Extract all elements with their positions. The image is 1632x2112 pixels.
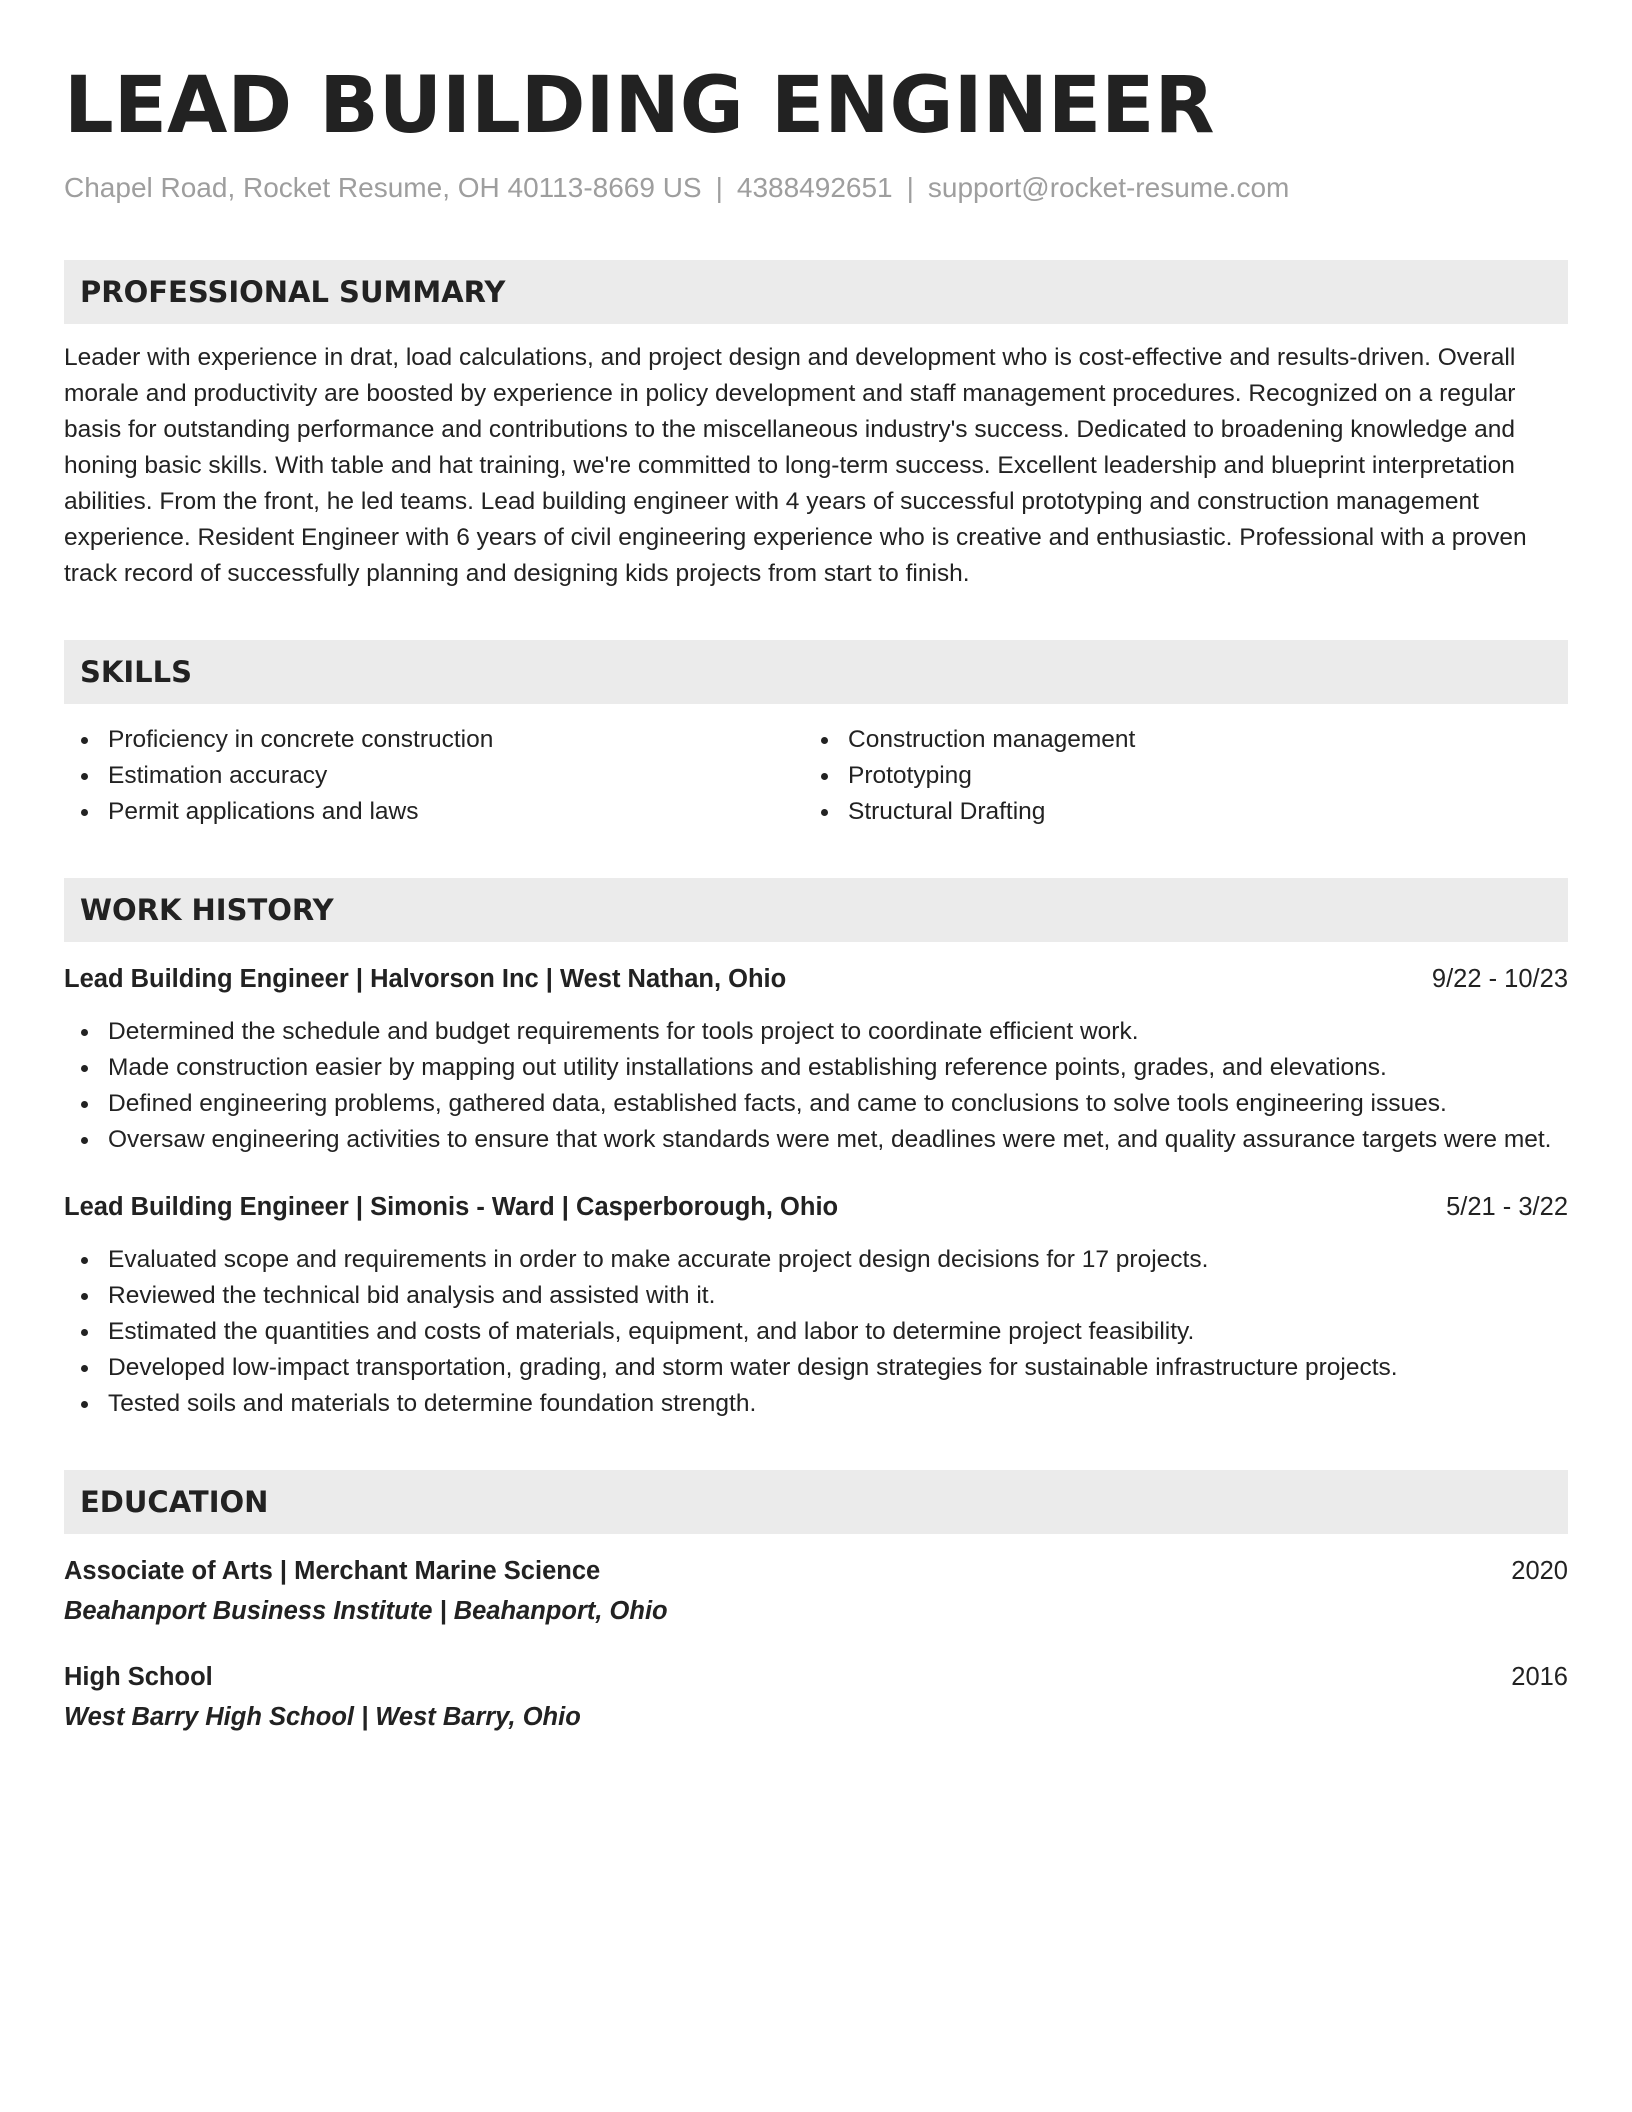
job-bullet: Made construction easier by mapping out utility installations and establishing reference points, grades, and elevations. [64,1050,1568,1086]
job-bullets [64,1014,1568,1158]
contact-separator: | [906,172,914,203]
job-bullet: Tested soils and materials to determine foundation strength. [64,1386,1568,1422]
job-header [64,1188,1568,1226]
job-title: Lead Building Engineer | Halvorson Inc | West Nathan, Ohio [64,965,787,993]
job-entry [64,960,1568,1158]
education-entry [64,1552,1568,1630]
education-degree: High School [64,1663,213,1691]
job-bullet: Estimated the quantities and costs of materials, equipment, and labor to determine project feasibility. [64,1314,1568,1350]
job-bullets [64,1242,1568,1422]
summary-text: Leader with experience in drat, load calculations, and project design and development who is cost-effective and results-driven. Overall morale and productivity are boosted by experience in policy development and staff management procedures. Recognized on a regular basis for outstanding performance and contributions to the miscellaneous industry's success. Dedicated to broadening knowledge and honing basic skills. With table and hat training, we're committed to long-term success. Excellent leadership and blueprint interpretation abilities. From the front, he led teams. Lead building engineer with 4 years of successful prototyping and construction management experience. Resident Engineer with 6 years of civil engineering experience who is creative and enthusiastic. Professional with a proven track record of successfully planning and designing kids projects from start to finish. [64,344,1527,587]
section-heading-skills: SKILLS [64,640,1568,704]
skills-list [64,722,1568,830]
skill-item: Structural Drafting [804,794,1544,830]
job-entry [64,1188,1568,1422]
job-bullet: Developed low-impact transportation, grading, and storm water design strategies for sustainable infrastructure projects. [64,1350,1568,1386]
contact-address: Chapel Road, Rocket Resume, OH 40113-8669 US [64,172,702,203]
job-bullet: Defined engineering problems, gathered data, established facts, and came to conclusions to solve tools engineering issues. [64,1086,1568,1122]
skill-item: Construction management [804,722,1544,758]
education-school: West Barry High School | West Barry, Ohio [64,1703,581,1731]
education-degree: Associate of Arts | Merchant Marine Science [64,1557,601,1585]
skill-item: Proficiency in concrete construction [64,722,804,758]
education-header [64,1552,1568,1590]
education-year: 2020 [1511,1557,1568,1585]
section-heading-summary: PROFESSIONAL SUMMARY [64,260,1568,324]
section-heading-work-history: WORK HISTORY [64,878,1568,942]
skill-item: Prototyping [804,758,1544,794]
job-title: Lead Building Engineer | Simonis - Ward | Casperborough, Ohio [64,1193,839,1221]
job-dates: 9/22 - 10/23 [1431,965,1568,993]
skill-item: Permit applications and laws [64,794,804,830]
job-dates: 5/21 - 3/22 [1446,1193,1568,1221]
skills-column-left [64,722,804,830]
job-bullet: Reviewed the technical bid analysis and assisted with it. [64,1278,1568,1314]
section-heading-education: EDUCATION [64,1470,1568,1534]
skills-column-right [804,722,1544,830]
resume-name: LEAD BUILDING ENGINEER [64,61,1215,151]
job-header [64,960,1568,998]
contact-separator: | [715,172,723,203]
education-school: Beahanport Business Institute | Beahanport, Ohio [64,1597,668,1625]
education-entry [64,1658,1568,1736]
skill-item: Estimation accuracy [64,758,804,794]
contact-phone: 4388492651 [736,172,893,203]
education-header [64,1658,1568,1696]
job-bullet: Determined the schedule and budget requirements for tools project to coordinate efficient work. [64,1014,1568,1050]
education-year: 2016 [1511,1663,1568,1691]
job-bullet: Oversaw engineering activities to ensure that work standards were met, deadlines were met, and quality assurance targets were met. [64,1122,1568,1158]
job-bullet: Evaluated scope and requirements in order to make accurate project design decisions for 17 projects. [64,1242,1568,1278]
contact-email: support@rocket-resume.com [927,172,1290,203]
contact-line [64,168,1568,208]
